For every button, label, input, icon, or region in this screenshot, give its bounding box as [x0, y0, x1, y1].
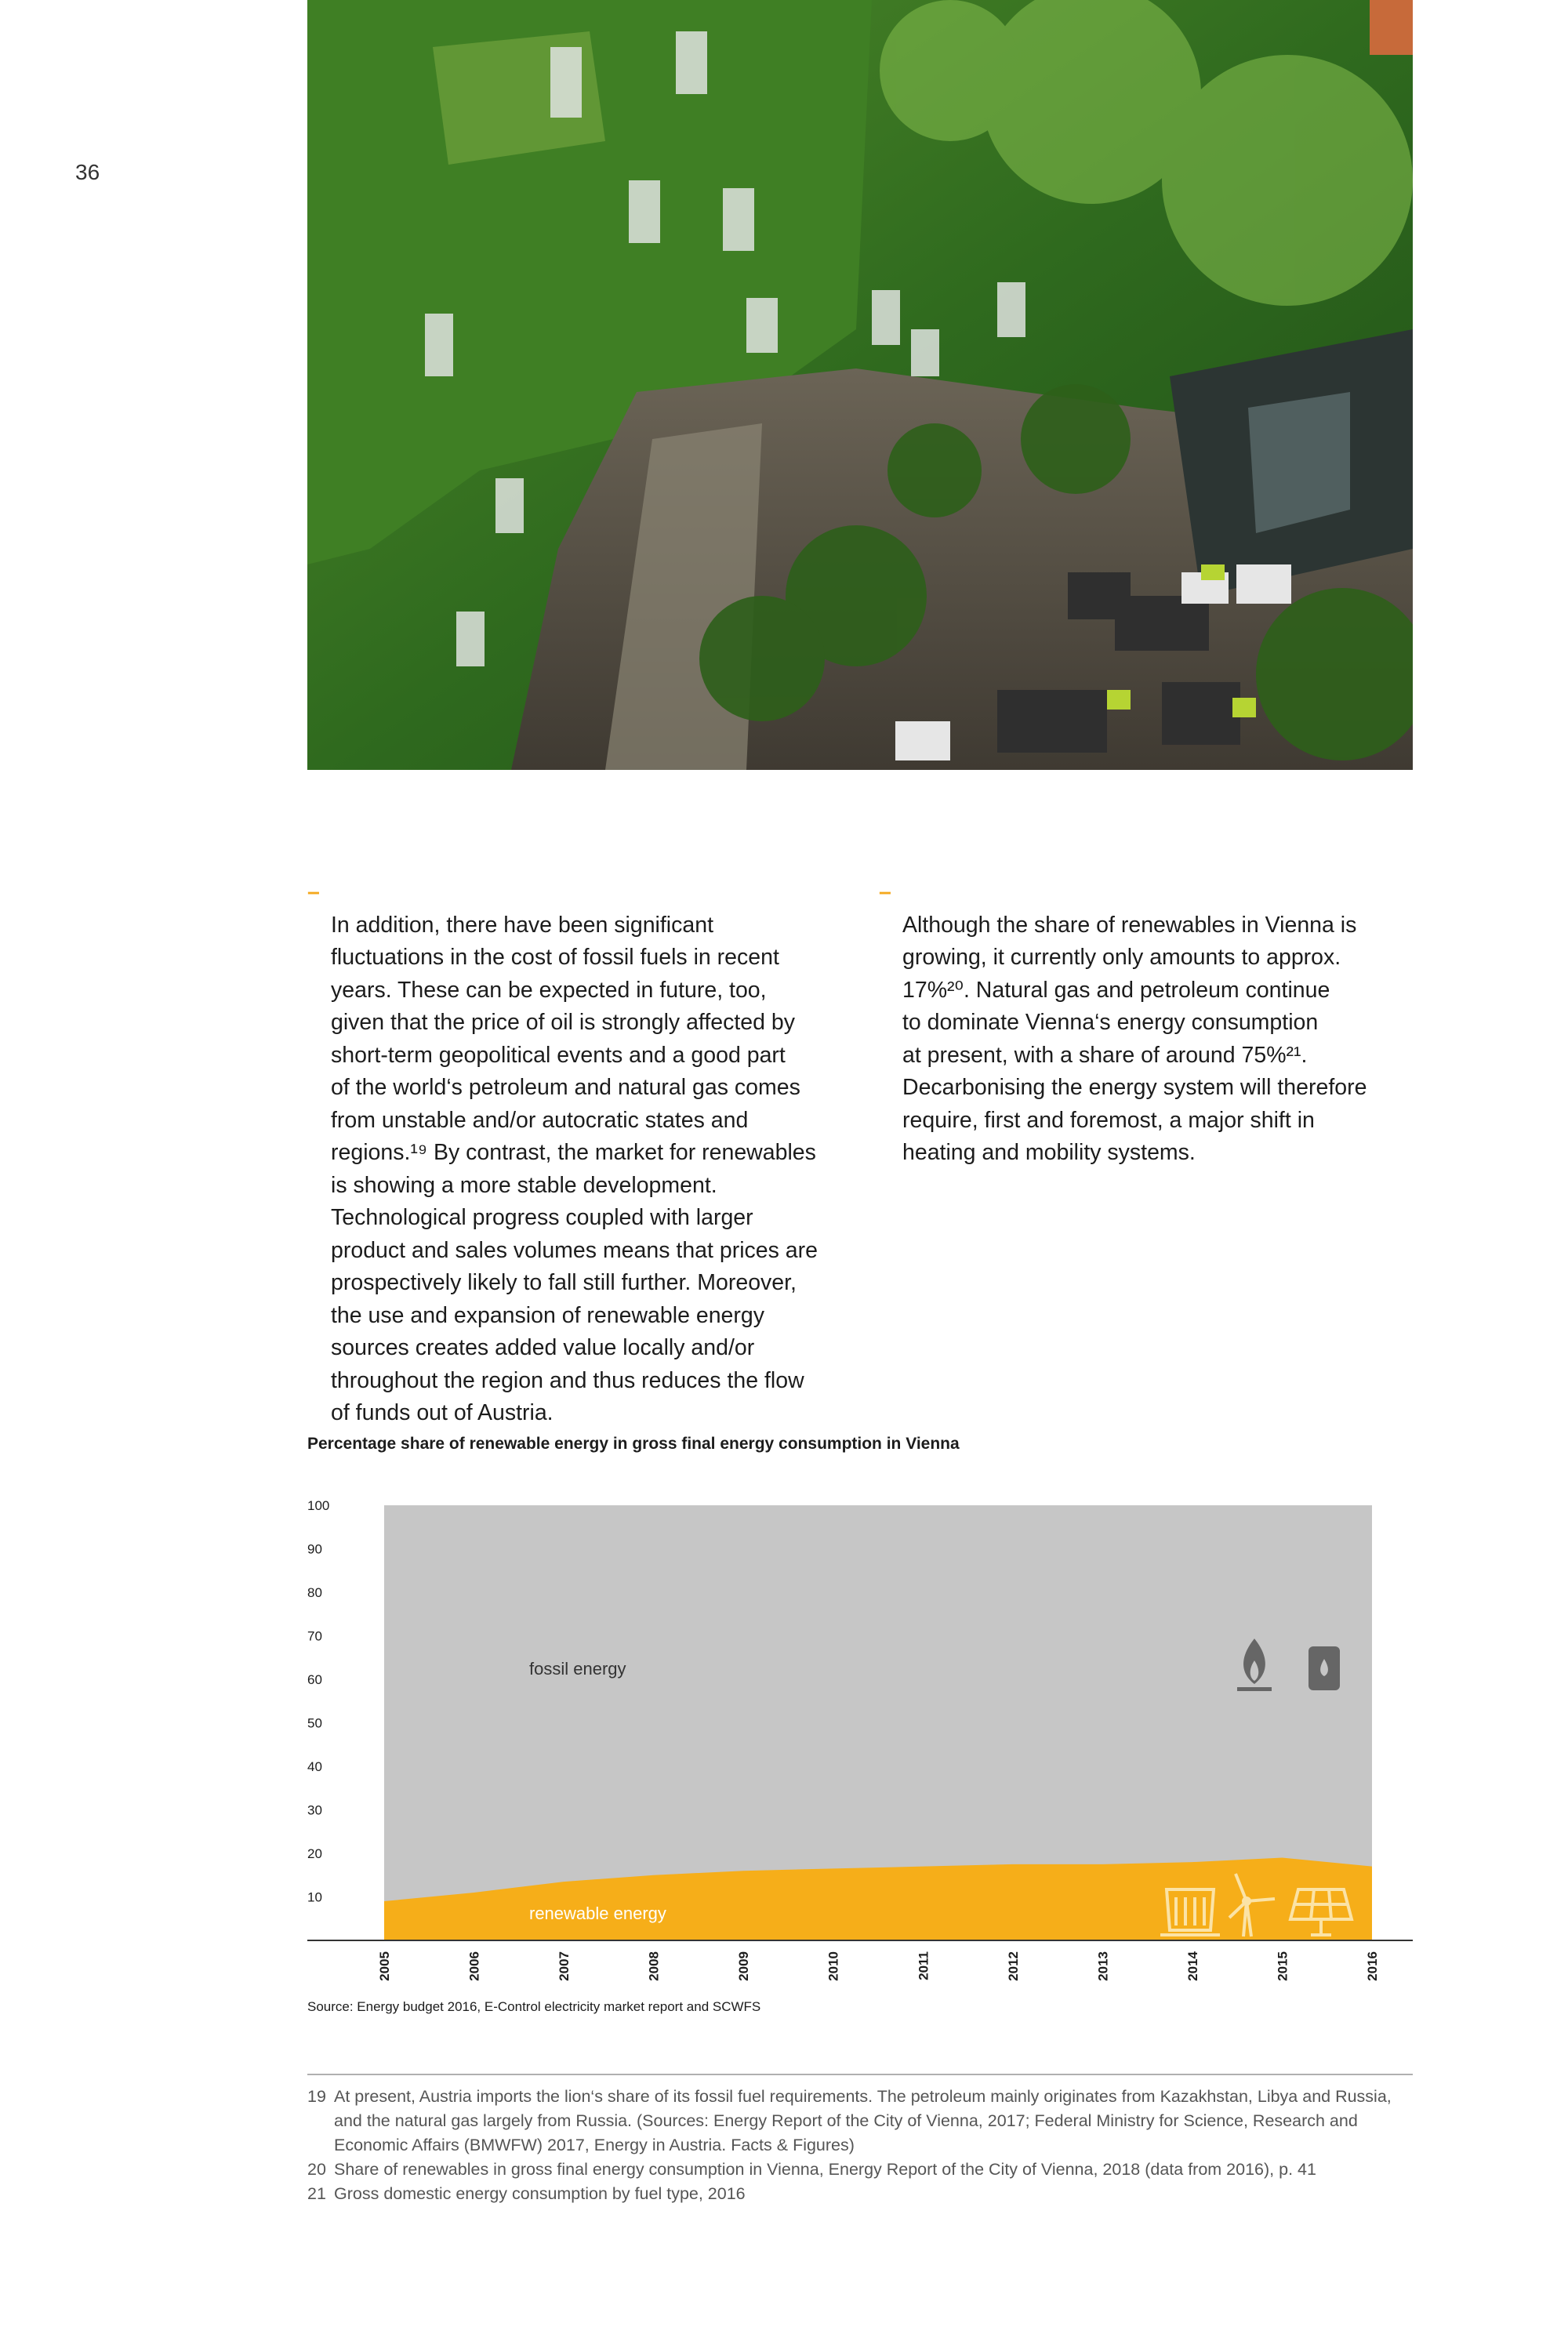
- footnotes: [307, 2074, 1413, 2206]
- right-column: [879, 877, 1412, 1170]
- fossil-energy-label: fossil energy: [529, 1659, 626, 1679]
- y-tick-label: 30: [307, 1802, 322, 1818]
- y-tick-label: 60: [307, 1672, 322, 1687]
- courtyard-photo-illustration: [307, 0, 1413, 770]
- footnote-21: [307, 2182, 1413, 2206]
- x-tick-label: 2015: [1275, 1951, 1290, 1981]
- x-tick-label: 2016: [1365, 1951, 1380, 1981]
- chart-title: Percentage share of renewable energy in gross final energy consumption in Vienna: [307, 1435, 960, 1453]
- x-tick-label: 2011: [916, 1951, 931, 1980]
- left-column: [307, 877, 840, 1430]
- footnote-number: 21: [307, 2184, 326, 2203]
- page-number: 36: [75, 160, 100, 184]
- left-paragraph: [307, 877, 840, 1430]
- right-paragraph-text: Although the share of renewables in Vienna is growing, it currently only amounts to approx. 17%²⁰. Natural gas and petroleum continue to dominate Vienna‘s energy consumption at present, with a share of around 75%²¹. Decarbonising the energy system will therefore require, first and foremost, a major shift in heating and mobility systems.: [902, 912, 1367, 1165]
- x-tick-label: 2014: [1185, 1951, 1200, 1981]
- y-tick-label: 50: [307, 1715, 322, 1731]
- x-tick-label: 2010: [826, 1951, 841, 1981]
- renewable-share-chart: [298, 1482, 1427, 1984]
- footnote-20: [307, 2158, 1413, 2182]
- x-tick-label: 2007: [557, 1951, 572, 1981]
- footnote-number: 19: [307, 2087, 326, 2106]
- footnote-number: 20: [307, 2160, 326, 2179]
- footnote-text: Gross domestic energy consumption by fuel type, 2016: [334, 2184, 746, 2203]
- y-tick-label: 10: [307, 1889, 322, 1905]
- right-paragraph: [879, 877, 1412, 1170]
- y-tick-label: 40: [307, 1759, 322, 1774]
- renewable-energy-label: renewable energy: [529, 1904, 666, 1923]
- footnote-19: [307, 2085, 1413, 2158]
- y-tick-label: 20: [307, 1846, 322, 1861]
- y-tick-label: 90: [307, 1541, 322, 1557]
- chart-source: Source: Energy budget 2016, E-Control electricity market report and SCWFS: [307, 1999, 761, 2014]
- x-tick-label: 2005: [377, 1951, 392, 1981]
- left-paragraph-text: In addition, there have been significant fluctuations in the cost of fossil fuels in recent years. These can be expected in future, too, given that the price of oil is strongly affected by short-term geopolitical events and a good part of the world‘s petroleum and natural gas comes from unstable and/or autocratic states and regions.¹⁹ By contrast, the market for renewables is showing a more stable development. Technological progress coupled with larger product and sales volumes means that prices are prospectively likely to fall still further. Moreover, the use and expansion of renewable energy sources creates added value locally and/or throughout the region and thus reduces the flow of funds out of Austria.: [331, 912, 818, 1425]
- gas-flame-base: [1237, 1687, 1272, 1691]
- x-tick-label: 2009: [736, 1951, 752, 1981]
- chart-svg: [298, 1482, 1427, 1984]
- x-tick-label: 2013: [1095, 1951, 1111, 1981]
- x-tick-label: 2008: [646, 1951, 662, 1981]
- y-tick-label: 100: [307, 1498, 330, 1513]
- y-tick-label: 80: [307, 1585, 322, 1600]
- x-tick-label: 2012: [1005, 1951, 1021, 1981]
- footnote-text: Share of renewables in gross final energy consumption in Vienna, Energy Report of the City of Vienna, 2018 (data from 2016), p. 41: [334, 2160, 1316, 2179]
- bullet-dash: –: [879, 880, 891, 905]
- y-tick-label: 70: [307, 1628, 322, 1644]
- footnote-text: At present, Austria imports the lion‘s share of its fossil fuel requirements. The petroleum mainly originates from Kazakhstan, Libya and Russia, and the natural gas largely from Russia. (Sources: Energy Report of the City of Vienna, 2017; Federal Ministry for Science, Research and Economic Affairs (BMWFW) 2017, Energy in Austria. Facts & Figures): [334, 2087, 1392, 2154]
- x-tick-label: 2006: [466, 1951, 482, 1981]
- courtyard-photo: [307, 0, 1413, 770]
- bullet-dash: –: [307, 880, 320, 905]
